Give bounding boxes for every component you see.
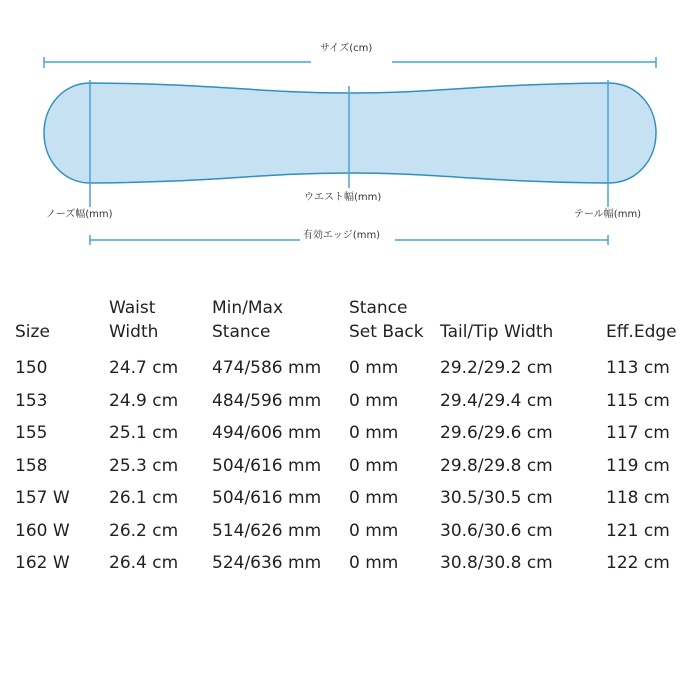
size-dimension-line (44, 57, 656, 68)
table-cell: 0 mm (349, 488, 399, 509)
table-row (15, 417, 686, 450)
table-cell: 118 cm (606, 488, 670, 509)
table-cell: 25.1 cm (109, 423, 179, 444)
table-row (15, 482, 686, 515)
table-cell: 157 W (15, 488, 70, 509)
table-row (15, 352, 686, 385)
table-cell: 25.3 cm (109, 455, 179, 476)
table-cell: 494/606 mm (212, 423, 322, 444)
table-cell: 29.2/29.2 cm (440, 358, 553, 379)
table-cell: 24.9 cm (109, 390, 179, 411)
size-label: サイズ(cm) (320, 43, 373, 54)
nose-width-label: ノーズ幅(mm) (46, 209, 113, 220)
table-cell: 29.4/29.4 cm (440, 390, 553, 411)
table-cell: 162 W (15, 553, 70, 574)
spec-table (15, 296, 686, 580)
table-cell: 474/586 mm (212, 358, 322, 379)
column-header: Waist Width (109, 298, 159, 342)
column-header: Eff.Edge (606, 322, 677, 342)
table-cell: 26.1 cm (109, 488, 179, 509)
table-cell: 0 mm (349, 520, 399, 541)
table-cell: 0 mm (349, 423, 399, 444)
table-cell: 26.4 cm (109, 553, 179, 574)
table-cell: 30.6/30.6 cm (440, 520, 553, 541)
table-cell: 30.5/30.5 cm (440, 488, 553, 509)
table-cell: 484/596 mm (212, 390, 322, 411)
table-cell: 117 cm (606, 423, 670, 444)
table-cell: 30.8/30.8 cm (440, 553, 553, 574)
waist-width-label: ウエスト幅(mm) (304, 192, 382, 203)
column-header: Min/Max Stance (212, 298, 284, 342)
table-cell: 504/616 mm (212, 488, 322, 509)
table-row (15, 385, 686, 418)
table-cell: 0 mm (349, 358, 399, 379)
table-cell: 24.7 cm (109, 358, 179, 379)
table-cell: 119 cm (606, 455, 670, 476)
table-cell: 29.8/29.8 cm (440, 455, 553, 476)
table-cell: 121 cm (606, 520, 670, 541)
table-cell: 113 cm (606, 358, 670, 379)
table-row (15, 450, 686, 483)
effective-edge-label: 有効エッジ(mm) (303, 230, 381, 241)
table-cell: 115 cm (606, 390, 670, 411)
table-cell: 524/636 mm (212, 553, 322, 574)
tail-width-label: テール幅(mm) (574, 209, 642, 220)
column-header: Tail/Tip Width (440, 322, 554, 342)
table-cell: 0 mm (349, 455, 399, 476)
snowboard-dimension-diagram (0, 0, 700, 260)
table-cell: 153 (15, 390, 48, 411)
table-cell: 26.2 cm (109, 520, 179, 541)
table-cell: 514/626 mm (212, 520, 322, 541)
column-header: Stance Set Back (349, 298, 424, 342)
table-cell: 158 (15, 455, 48, 476)
table-cell: 29.6/29.6 cm (440, 423, 553, 444)
table-cell: 150 (15, 358, 48, 379)
table-row (15, 515, 686, 548)
table-cell: 504/616 mm (212, 455, 322, 476)
table-cell: 155 (15, 423, 48, 444)
table-cell: 160 W (15, 520, 70, 541)
table-cell: 0 mm (349, 390, 399, 411)
table-header-row (15, 296, 686, 352)
table-row (15, 547, 686, 580)
table-body (15, 352, 686, 580)
table-cell: 122 cm (606, 553, 670, 574)
column-header: Size (15, 322, 50, 342)
table-cell: 0 mm (349, 553, 399, 574)
snowboard-outline (44, 83, 656, 183)
